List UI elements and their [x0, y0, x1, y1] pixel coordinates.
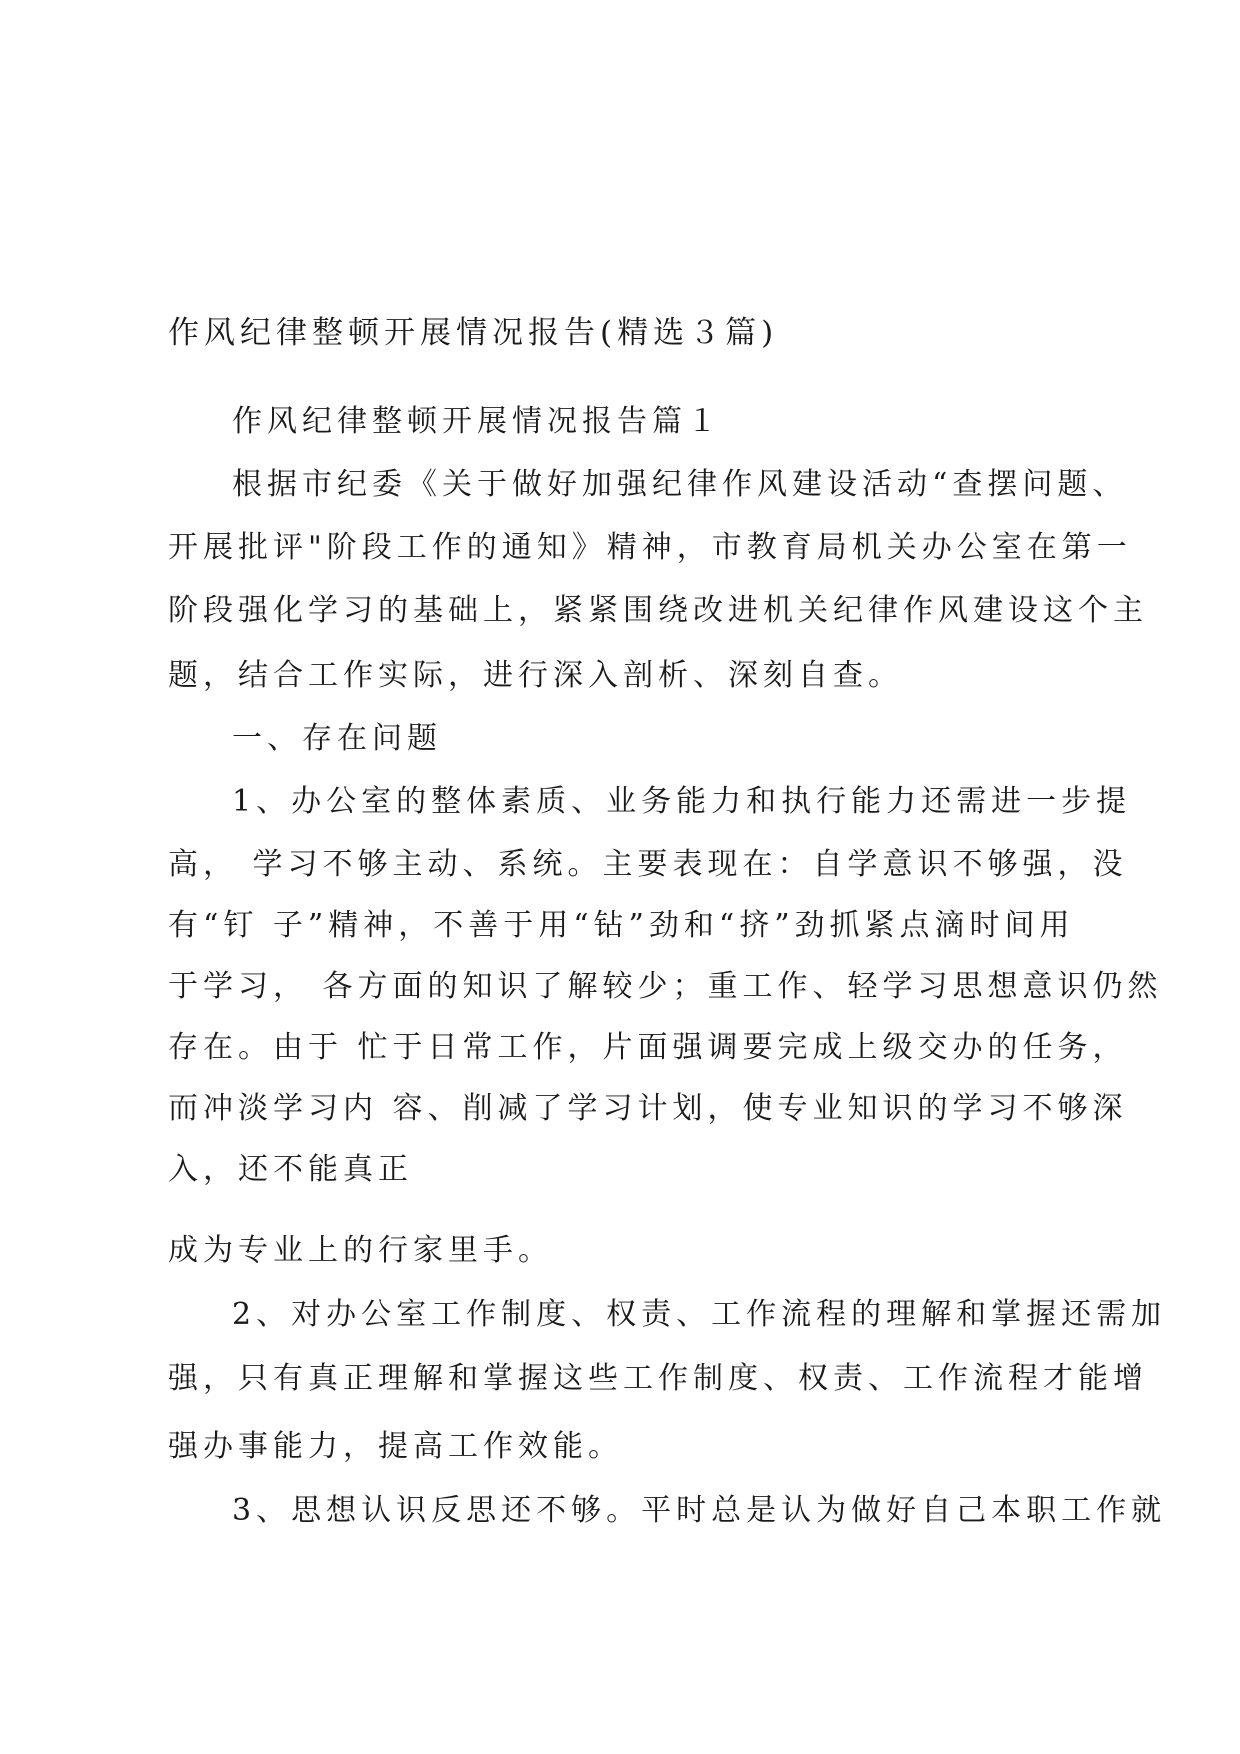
document-title: 作风纪律整顿开展情况报告(精选３篇): [168, 315, 779, 351]
problems-heading: 一、存在问题: [232, 721, 442, 756]
item-2-line: 强，只有真正理解和掌握这些工作制度、权责、工作流程才能增: [168, 1361, 1148, 1396]
item-1-line: 入，还不能真正: [168, 1152, 413, 1187]
paragraph-line: 开展批评"阶段工作的通知》精神，市教育局机关办公室在第一: [168, 530, 1132, 565]
item-1-line: 高， 学习不够主动、系统。主要表现在：自学意识不够强，没: [168, 847, 1128, 882]
item-2-line: 强办事能力，提高工作效能。: [168, 1429, 623, 1464]
paragraph-line: 阶段强化学习的基础上，紧紧围绕改进机关纪律作风建设这个主: [168, 593, 1148, 628]
paragraph-line: 题，结合工作实际，进行深入剖析、深刻自查。: [168, 658, 903, 693]
item-1-line: 存在。由于 忙于日常工作，片面强调要完成上级交办的任务，: [168, 1030, 1128, 1065]
item-1-line: 1、办公室的整体素质、业务能力和执行能力还需进一步提: [232, 784, 1132, 819]
item-3-line: 3、思想认识反思还不够。平时总是认为做好自己本职工作就: [232, 1493, 1167, 1528]
item-1-line: 有“钉 子”精神，不善于用“钻”劲和“挤”劲抓紧点滴时间用: [168, 908, 1075, 943]
paragraph-line: 根据市纪委《关于做好加强纪律作风建设活动“查摆问题、: [232, 467, 1128, 502]
item-1-line: 于学习， 各方面的知识了解较少；重工作、轻学习思想意识仍然: [168, 969, 1163, 1004]
item-2-line: 2、对办公室工作制度、权责、工作流程的理解和掌握还需加: [232, 1297, 1167, 1332]
item-1-line: 成为专业上的行家里手。: [168, 1233, 553, 1268]
item-1-line: 而冲淡学习内 容、削减了学习计划，使专业知识的学习不够深: [168, 1091, 1128, 1126]
section-heading: 作风纪律整顿开展情况报告篇１: [232, 404, 722, 439]
